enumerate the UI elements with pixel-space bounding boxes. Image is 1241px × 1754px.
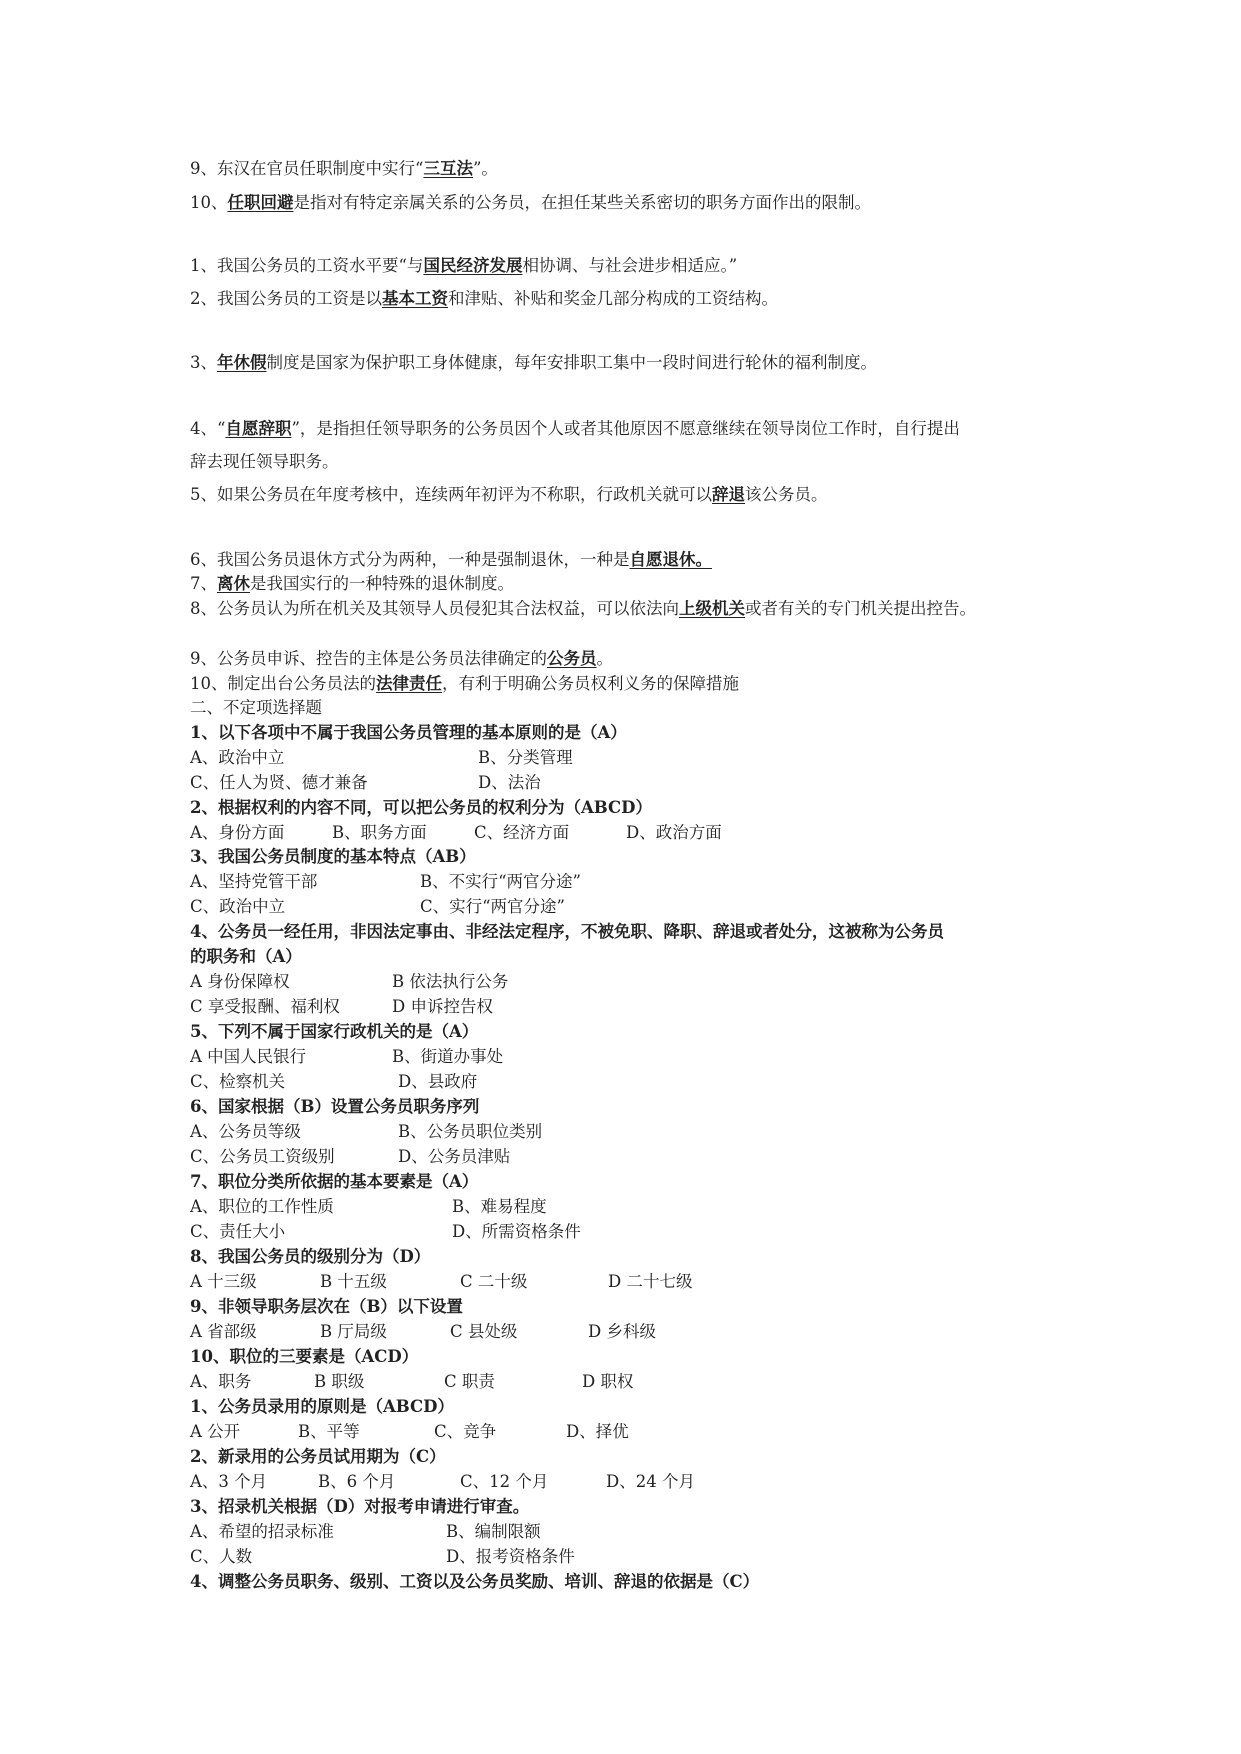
answer-option: B、不实行“两官分途” — [420, 872, 581, 891]
answer-option: B、职务方面 — [332, 823, 427, 842]
answer-option: D、报考资格条件 — [446, 1547, 575, 1566]
answer-option: B 职级 — [314, 1372, 365, 1391]
answer-option: B 厅局级 — [320, 1322, 387, 1341]
question-text: 7、职位分类所依据的基本要素是（A） — [190, 1172, 479, 1191]
fill-in-line — [190, 484, 828, 506]
statement-text: 该公务员。 — [745, 485, 828, 504]
answer-option: C、责任大小 — [190, 1222, 286, 1241]
fill-in-line — [190, 352, 877, 374]
statement-text: 相协调、与社会进步相适应。” — [522, 256, 738, 275]
answer-option: B、难易程度 — [452, 1197, 547, 1216]
answer-option: D 申诉控告权 — [392, 997, 493, 1016]
question-text: 2、新录用的公务员试用期为（C） — [190, 1447, 446, 1466]
answer-option: C、任人为贤、德才兼备 — [190, 773, 368, 792]
answer-option: B、6 个月 — [318, 1472, 396, 1491]
answer-option: C、政治中立 — [190, 897, 286, 916]
statement-text: 是我国实行的一种特殊的退休制度。 — [250, 574, 514, 593]
statement-text: 和津贴、补贴和奖金几部分构成的工资结构。 — [448, 289, 778, 308]
answer-option: A、3 个月 — [190, 1472, 268, 1491]
answer-text: 公务员 — [547, 649, 597, 668]
statement-text: 5、如果公务员在年度考核中，连续两年初评为不称职，行政机关就可以 — [190, 485, 712, 504]
statement-text: 7、 — [190, 574, 217, 593]
question-text: 6、国家根据（B）设置公务员职务序列 — [190, 1097, 480, 1116]
question-text: 4、公务员一经任用，非因法定事由、非经法定程序，不被免职、降职、辞退或者处分，这被称为公务员 — [190, 922, 944, 941]
fill-in-line — [190, 288, 778, 310]
answer-option: A、政治中立 — [190, 748, 285, 767]
section-title: 二、不定项选择题 — [190, 698, 322, 717]
question-text: 3、招录机关根据（D）对报考申请进行审查。 — [190, 1497, 530, 1516]
statement-text: 3、 — [190, 353, 217, 372]
statement-text: 。 — [596, 649, 613, 668]
answer-option: A、希望的招录标准 — [190, 1522, 334, 1541]
statement-text: 辞去现任领导职务。 — [190, 452, 339, 471]
statement-text: 4、“ — [190, 419, 226, 438]
answer-option: C、经济方面 — [474, 823, 570, 842]
answer-text: 辞退 — [712, 485, 745, 504]
question-text: 1、以下各项中不属于我国公务员管理的基本原则的是（A） — [190, 723, 627, 742]
answer-option: A 公开 — [190, 1422, 241, 1441]
answer-text: 法律责任 — [376, 674, 442, 693]
answer-text: 自愿退休。 — [629, 550, 712, 569]
answer-option: D、法治 — [478, 773, 541, 792]
statement-text: 2、我国公务员的工资是以 — [190, 289, 382, 308]
answer-option: D、24 个月 — [606, 1472, 695, 1491]
statement-text: 6、我国公务员退休方式分为两种，一种是强制退休，一种是 — [190, 550, 630, 569]
question-text: 5、下列不属于国家行政机关的是（A） — [190, 1022, 479, 1041]
answer-option: C、12 个月 — [460, 1472, 549, 1491]
statement-text: 制度是国家为保护职工身体健康，每年安排职工集中一段时间进行轮休的福利制度。 — [266, 353, 877, 372]
fill-in-line — [190, 255, 737, 277]
question-text: 3、我国公务员制度的基本特点（AB） — [190, 847, 476, 866]
answer-option: A、身份方面 — [190, 823, 285, 842]
answer-option: D 二十七级 — [608, 1272, 693, 1291]
answer-option: A 十三级 — [190, 1272, 257, 1291]
fill-in-line — [190, 418, 960, 440]
fill-in-line — [190, 598, 976, 620]
answer-option: A、职位的工作性质 — [190, 1197, 334, 1216]
answer-option: B 十五级 — [320, 1272, 387, 1291]
answer-option: D、县政府 — [398, 1072, 478, 1091]
statement-text: 9、东汉在官员任职制度中实行“ — [190, 159, 424, 178]
answer-text: 离休 — [217, 574, 250, 593]
answer-option: D、政治方面 — [626, 823, 722, 842]
answer-option: B、分类管理 — [478, 748, 573, 767]
answer-option: B、编制限额 — [446, 1522, 541, 1541]
answer-option: A、公务员等级 — [190, 1122, 301, 1141]
answer-text: 基本工资 — [382, 289, 448, 308]
question-text: 8、我国公务员的级别分为（D） — [190, 1247, 431, 1266]
question-text: 2、根据权利的内容不同，可以把公务员的权利分为（ABCD） — [190, 798, 652, 817]
statement-text: ，有利于明确公务员权利义务的保障措施 — [442, 674, 739, 693]
answer-text: 年休假 — [217, 353, 267, 372]
statement-text: ”。 — [472, 159, 498, 178]
question-text: 1、公务员录用的原则是（ABCD） — [190, 1397, 454, 1416]
answer-option: B、平等 — [298, 1422, 360, 1441]
statement-text: 1、我国公务员的工资水平要“与 — [190, 256, 424, 275]
question-text: 10、职位的三要素是（ACD） — [190, 1347, 419, 1366]
answer-text: 国民经济发展 — [423, 256, 523, 275]
answer-option: A、坚持党管干部 — [190, 872, 318, 891]
answer-option: C 职责 — [444, 1372, 495, 1391]
answer-option: B、街道办事处 — [392, 1047, 504, 1066]
answer-option: C 享受报酬、福利权 — [190, 997, 340, 1016]
answer-option: A 中国人民银行 — [190, 1047, 307, 1066]
answer-option: C、检察机关 — [190, 1072, 286, 1091]
answer-option: D、公务员津贴 — [398, 1147, 511, 1166]
answer-option: C 县处级 — [450, 1322, 518, 1341]
answer-option: D 职权 — [582, 1372, 634, 1391]
statement-text: 10、 — [190, 193, 228, 212]
statement-text: 10、制定出台公务员法的 — [190, 674, 376, 693]
question-text: 9、非领导职务层次在（B）以下设置 — [190, 1297, 463, 1316]
answer-option: A 身份保障权 — [190, 972, 290, 991]
fill-in-line — [190, 158, 498, 180]
answer-option: C 二十级 — [460, 1272, 528, 1291]
answer-option: C、实行“两官分途” — [420, 897, 565, 916]
answer-option: D、所需资格条件 — [452, 1222, 581, 1241]
answer-option: D、择优 — [566, 1422, 629, 1441]
answer-option: A 省部级 — [190, 1322, 257, 1341]
statement-text: 是指对有特定亲属关系的公务员，在担任某些关系密切的职务方面作出的限制。 — [293, 193, 871, 212]
answer-text: 任职回避 — [227, 193, 294, 212]
answer-option: C、竞争 — [434, 1422, 497, 1441]
fill-in-line — [190, 451, 339, 473]
answer-text: 自愿辞职 — [225, 419, 292, 438]
answer-option: B 依法执行公务 — [392, 972, 509, 991]
fill-in-line — [190, 192, 871, 214]
fill-in-line — [190, 573, 514, 595]
answer-option: C、人数 — [190, 1547, 253, 1566]
statement-text: 9、公务员申诉、控告的主体是公务员法律确定的 — [190, 649, 547, 668]
answer-option: A、职务 — [190, 1372, 252, 1391]
fill-in-line — [190, 648, 613, 670]
fill-in-line — [190, 673, 739, 695]
statement-text: 8、公务员认为所在机关及其领导人员侵犯其合法权益，可以依法向 — [190, 599, 679, 618]
fill-in-line — [190, 549, 712, 571]
answer-option: D 乡科级 — [588, 1322, 656, 1341]
statement-text: ”，是指担任领导职务的公务员因个人或者其他原因不愿意继续在领导岗位工作时，自行提出 — [291, 419, 960, 438]
statement-text: 或者有关的专门机关提出控告。 — [745, 599, 976, 618]
answer-option: C、公务员工资级别 — [190, 1147, 335, 1166]
question-text: 4、调整公务员职务、级别、工资以及公务员奖励、培训、辞退的依据是（C） — [190, 1572, 760, 1591]
answer-text: 三互法 — [423, 159, 473, 178]
question-text-cont: 的职务和（A） — [190, 947, 302, 966]
answer-option: B、公务员职位类别 — [398, 1122, 543, 1141]
answer-text: 上级机关 — [679, 599, 745, 618]
